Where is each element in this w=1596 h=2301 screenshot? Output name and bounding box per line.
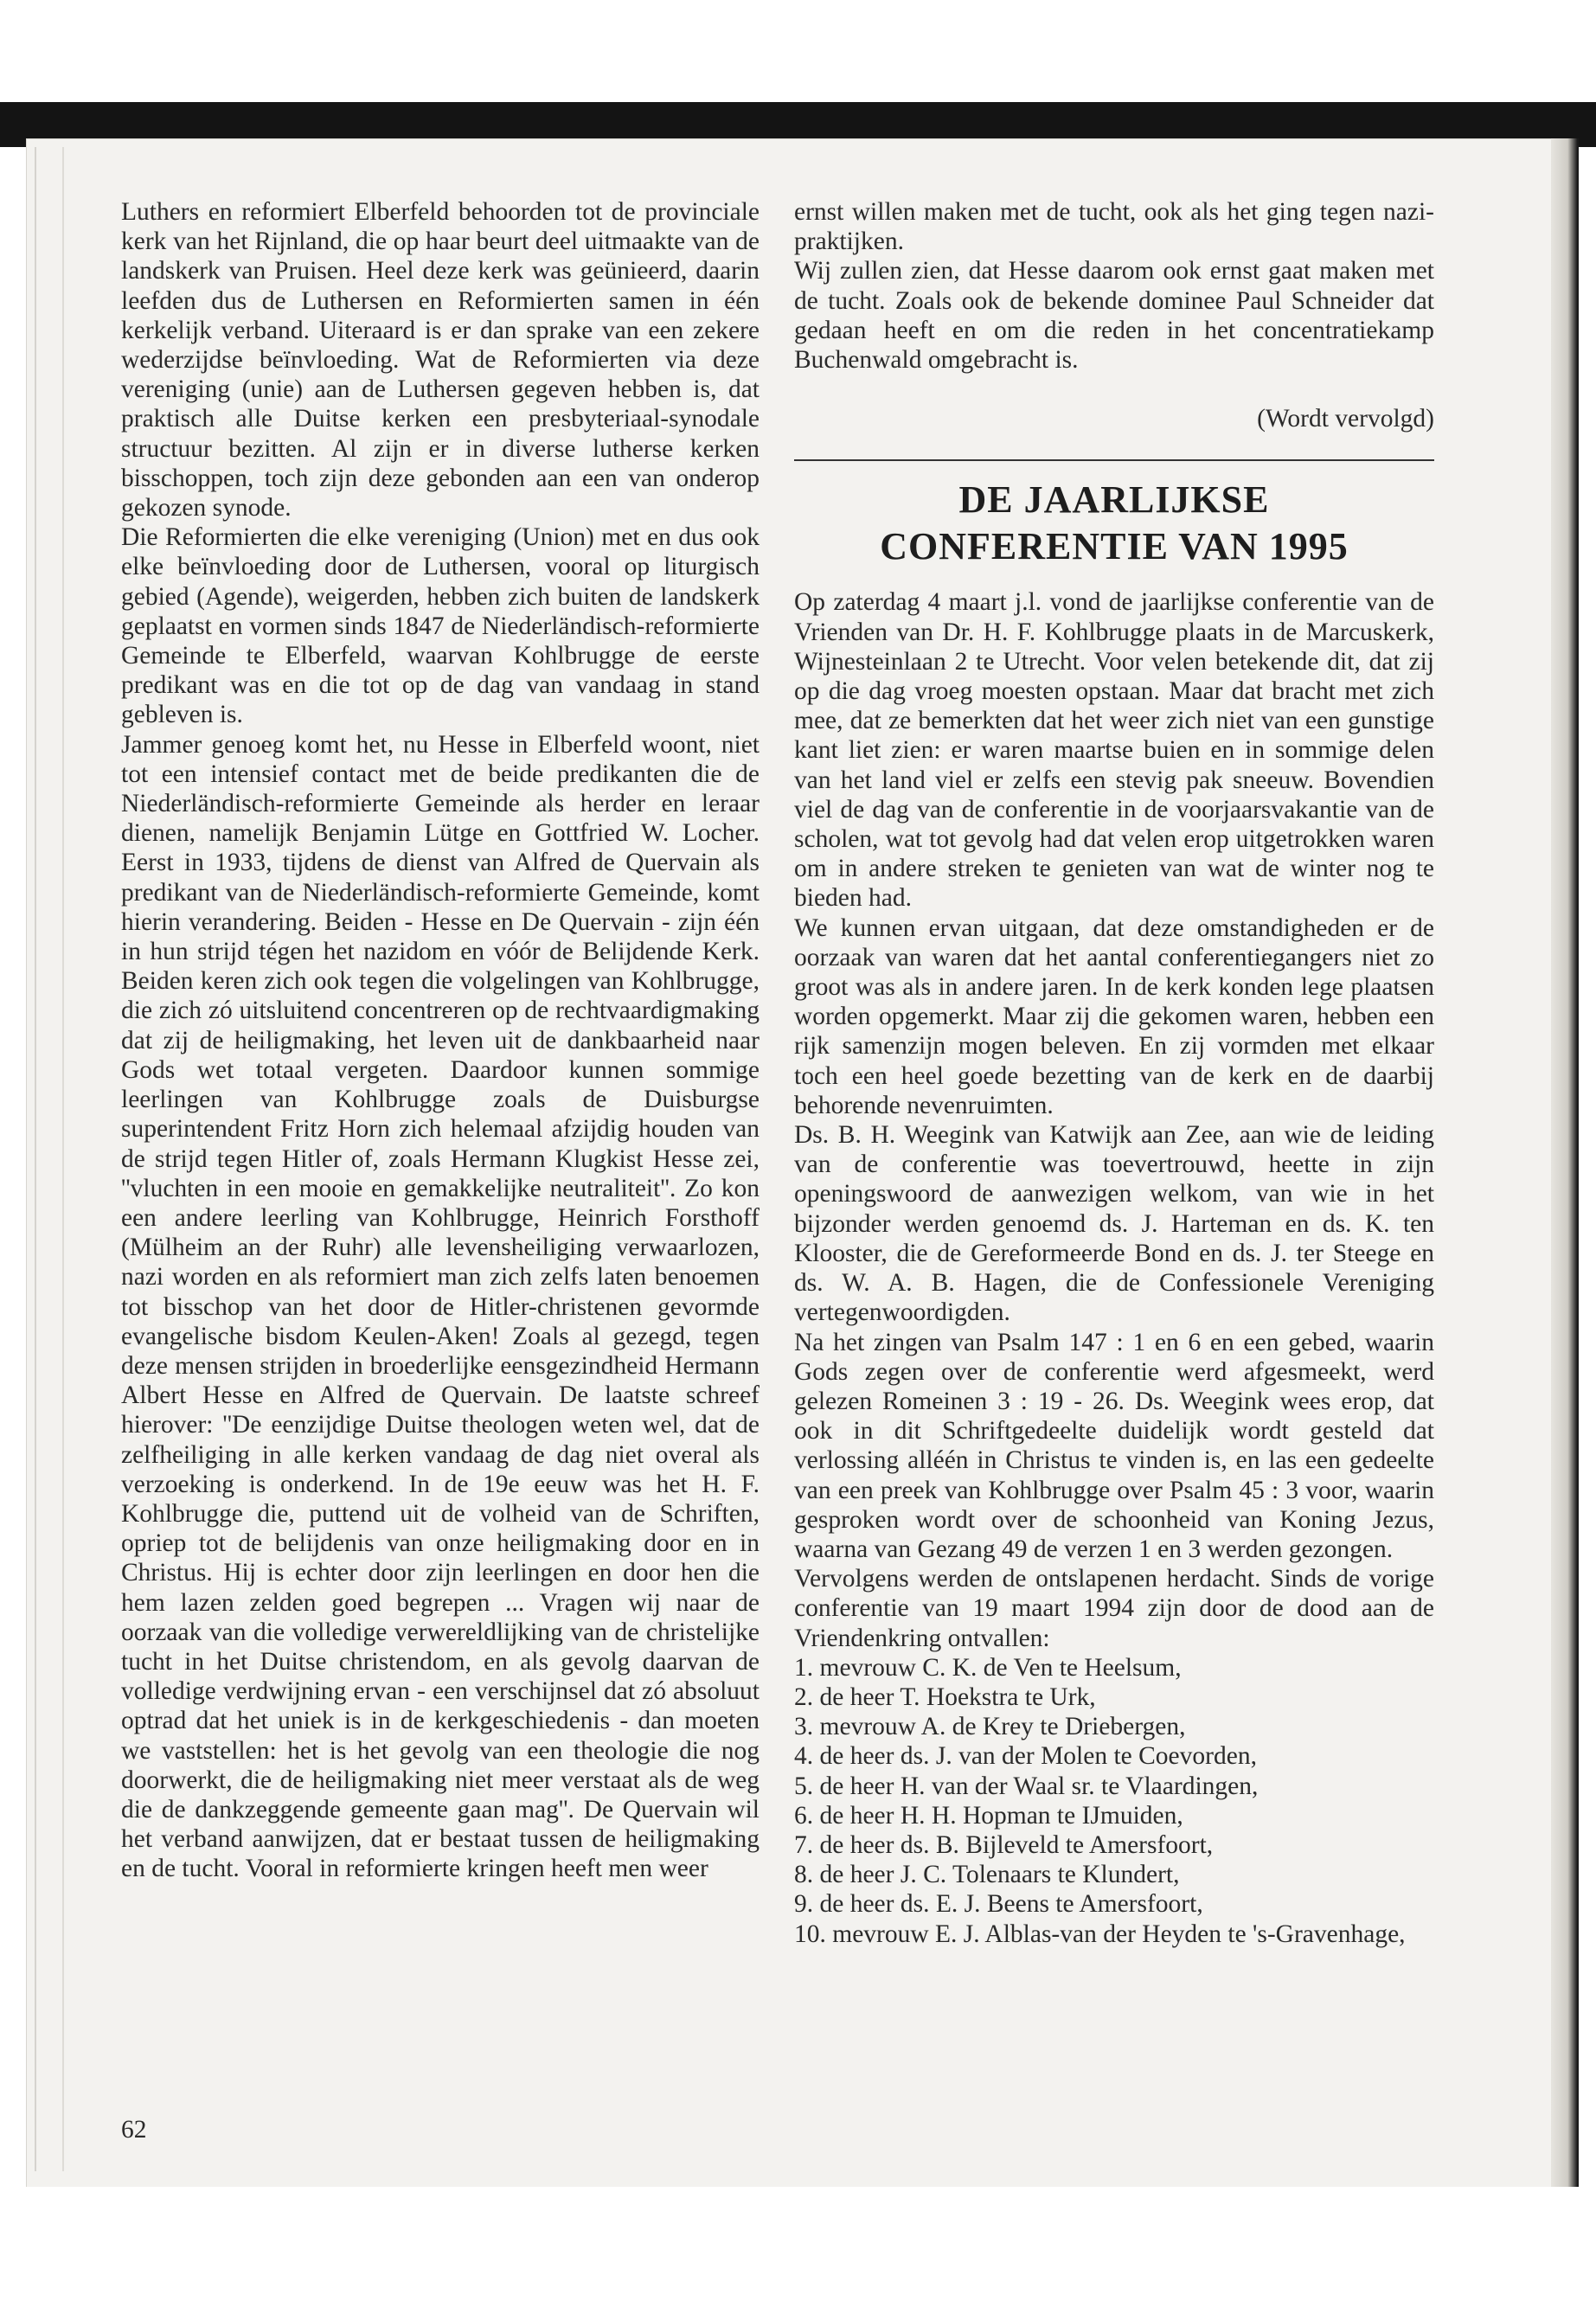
list-item: 4. de heer ds. J. van der Molen te Coevorden, xyxy=(794,1742,1257,1771)
list-item: 6. de heer H. H. Hopman te IJmuiden, xyxy=(794,1801,1183,1830)
paragraph: ernst willen maken met de tucht, ook als het ging tegen nazi-praktijken. xyxy=(794,198,1434,256)
paragraph: Na het zingen van Psalm 147 : 1 en 6 en een gebed, waarin Gods zegen over de conferentie werd afgesmeekt, werd gelezen Romeinen 3 : 19 - 26. Ds. Weegink wees erop, dat ook in dit Schriftgedeelte duidelijk wordt gesteld dat verlossing alléén in Christus te vinden is, en las een gedeelte van een preek van Kohlbrugge over Psalm 45 : 3 voor, waarin gesproken wordt over de schoonheid van Koning Jezus, waarna van Gezang 49 de verzen 1 en 3 werden gezongen. xyxy=(794,1328,1434,1563)
list-item: 9. de heer ds. E. J. Beens te Amersfoort, xyxy=(794,1890,1203,1919)
right-column xyxy=(794,197,1434,1949)
list-item: 8. de heer J. C. Tolenaars te Klundert, xyxy=(794,1861,1180,1889)
page-edge-lines xyxy=(35,147,64,2171)
list-item: 7. de heer ds. B. Bijleveld te Amersfoort, xyxy=(794,1830,1214,1859)
paragraph: Op zaterdag 4 maart j.l. vond de jaarlijkse conferentie van de Vrienden van Dr. H. F. Kohlbrugge plaats in de Marcuskerk, Wijnesteinlaan 2 te Utrecht. Voor velen betekende dit, dat zij op die dag vroeg moesten opstaan. Maar dat bracht met zich mee, dat ze bemerkten dat het weer zich niet van een gunstige kant liet zien: er waren maartse buien en in sommige delen van het land viel er zelfs een stevig pak sneeuw. Bovendien viel de dag van de conferentie in de voorjaarsvakantie van de scholen, wat tot gevolg had dat velen erop uitgetrokken waren om in andere streken te genieten van wat de winter nog te bieden had. xyxy=(794,588,1434,913)
to-be-continued: (Wordt vervolgd) xyxy=(1257,405,1434,433)
list-item: 5. de heer H. van der Waal sr. te Vlaardingen, xyxy=(794,1772,1259,1800)
list-item: 2. de heer T. Hoekstra te Urk, xyxy=(794,1682,1096,1711)
heading-line: DE JAARLIJKSE xyxy=(958,478,1270,522)
paragraph: Vervolgens werden de ontslapenen herdacht. Sinds de vorige conferentie van 19 maart 1994 zijn door de dood aan de Vriendenkring ontvallen: xyxy=(794,1565,1434,1652)
book-spine xyxy=(1551,138,1579,2189)
left-column xyxy=(121,197,760,1884)
list-item: 10. mevrouw E. J. Alblas-van der Heyden te 's-Gravenhage, xyxy=(794,1920,1406,1948)
paragraph: Ds. B. H. Weegink van Katwijk aan Zee, aan wie de leiding van de conferentie was toevertrouwd, heette in zijn openingswoord de aanwezigen welkom, van wie in het bijzonder werden genoemd ds. J. Harteman en ds. K. ten Klooster, die de Gereformeerde Bond en ds. J. ter Steege en ds. W. A. B. Hagen, die de Confessionele Vereniging vertegenwoordigden. xyxy=(794,1121,1434,1327)
paragraph: We kunnen ervan uitgaan, dat deze omstandigheden er de oorzaak van waren dat het aantal conferentiegangers niet zo groot was als in andere jaren. In de kerk konden lege plaatsen worden opgemerkt. Maar zij die gekomen waren, hebben een rijk samenzijn mogen beleven. En zij vormden met elkaar toch een heel goede bezetting van de kerk en de daarbij behorende nevenruimten. xyxy=(794,913,1434,1119)
scan-bottom-margin xyxy=(0,2187,1596,2301)
section-divider xyxy=(794,459,1434,461)
list-item: 3. mevrouw A. de Krey te Driebergen, xyxy=(794,1713,1186,1741)
paragraph: Wij zullen zien, dat Hesse daarom ook ernst gaat maken met de tucht. Zoals ook de bekende dominee Paul Schneider dat gedaan heeft en om die reden in het concentratiekamp Buchenwald omgebracht is. xyxy=(794,257,1434,375)
paragraph: Jammer genoeg komt het, nu Hesse in Elberfeld woont, niet tot een intensief contact met de beide predikanten die de Niederländisch-reformierte Gemeinde als herder en leraar dienen, namelijk Benjamin Lütge en Gottfried W. Locher. Eerst in 1933, tijdens de dienst van Alfred de Quervain als predikant van de Niederländisch-reformierte Gemeinde, komt hierin verandering. Beiden - Hesse en De Quervain - zijn één in hun strijd tégen het nazidom en vóór de Belijdende Kerk. Beiden keren zich ook tegen die volgelingen van Kohlbrugge, die zich zó uitsluitend concentreren op de rechtvaardigmaking dat zij de heiligmaking, het leven uit de dankbaarheid naar Gods wet totaal vergeten. Daardoor kunnen sommige leerlingen van Kohlbrugge zoals de Duisburgse superintendent Fritz Horn zich helemaal afzijdig houden van de strijd tegen Hitler of, zoals Hermann Klugkist Hesse zei, ''vluchten in een mooie en gemakkelijke neutraliteit''. Zo kon een andere leerling van Kohlbrugge, Heinrich Forsthoff (Mülheim an der Ruhr) alle levensheiliging verwaarlozen, nazi worden en als reformiert man zich zelfs laten benoemen tot bisschop van het door de Hitler-christenen gevormde evangelische bisdom Keulen-Aken! Zoals al gezegd, tegen deze mensen strijden in broederlijke eensgezindheid Hermann Albert Hesse en Alfred de Quervain. De laatste schreef hierover: ''De eenzijdige Duitse theologen weten wel, dat de zelfheiliging in alle kerken vandaag de dag niet overal als verzoeking is onderkend. In de 19e eeuw was het H. F. Kohlbrugge die, puttend uit de volheid van de Schriften, opriep tot de belijdenis van onze heiligmaking door en in Christus. Hij is echter door zijn leerlingen en door hen die hem lazen zelden goed begrepen ... Vragen wij naar de oorzaak van die volledige verwereldlijking van de christelijke tucht in het Duitse christendom, en als gevolg daarvan de volledige verdwijning ervan - een verschijnsel dat zó absoluut optrad dat het uniek is in de kerkgeschiedenis - dan moeten we vaststellen: het is het gevolg van een theologie die nog doorwerkt, die de heiligmaking niet meer verstaat als de weg die de dankzeggende gemeente gaan mag''. De Quervain wil het verband aanwijzen, dat er bestaat tussen de heiligmaking en de tucht. Vooral in reformierte kringen heeft men weer xyxy=(121,730,760,1883)
paragraph: Die Reformierten die elke vereniging (Union) met en dus ook elke beïnvloeding door de Luthersen, vooral op liturgisch gebied (Agende), weigerden, hebben zich buiten de landskerk geplaatst en vormen sinds 1847 de Niederländisch-reformierte Gemeinde te Elberfeld, waarvan Kohlbrugge de eerste predikant was en die tot op de dag van vandaag in stand gebleven is. xyxy=(121,523,760,729)
article-heading xyxy=(794,477,1434,570)
heading-line: CONFERENTIE VAN 1995 xyxy=(880,525,1349,568)
list-item: 1. mevrouw C. K. de Ven te Heelsum, xyxy=(794,1653,1182,1682)
paragraph: Luthers en reformiert Elberfeld behoorden tot de provinciale kerk van het Rijnland, die op haar beurt deel uitmaakte van de landskerk van Pruisen. Heel deze kerk was geünieerd, daarin leefden dus de Luthersen en Reformierten samen in één kerkelijk verband. Uiteraard is er dan sprake van een zekere wederzijdse beïnvloeding. Wat de Reformierten via deze vereniging (unie) aan de Luthersen gegeven hebben is, dat praktisch alle Duitse kerken een presbyteriaal-synodale structuur bezitten. Al zijn er in diverse lutherse kerken bisschoppen, toch zijn deze gebonden aan een van onderop gekozen synode. xyxy=(121,198,760,522)
page-number: 62 xyxy=(121,2116,147,2144)
deceased-list xyxy=(794,1653,1434,1949)
